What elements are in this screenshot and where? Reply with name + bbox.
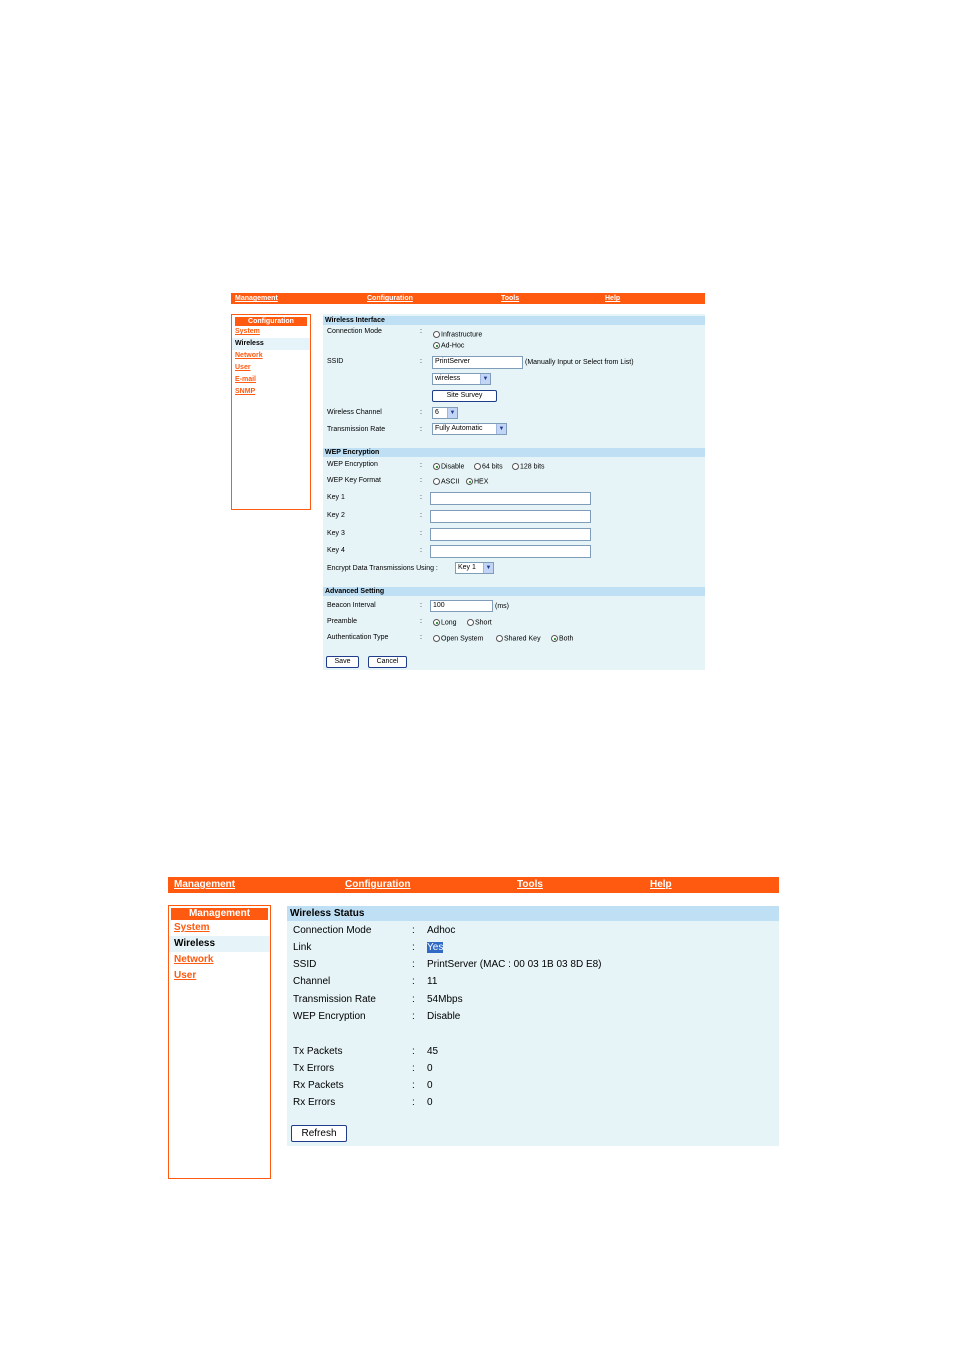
sidebar-item-network[interactable]: Network — [235, 352, 263, 359]
colon: : — [412, 1046, 415, 1057]
nav-management[interactable]: Management — [174, 879, 236, 890]
encrypt-using-label: Encrypt Data Transmissions Using : — [327, 565, 438, 572]
colon: : — [412, 925, 415, 936]
tx-packets-label: Tx Packets — [293, 1046, 343, 1057]
key-format-hex-option[interactable]: HEX — [466, 478, 488, 485]
colon: : — [420, 618, 422, 625]
radio-icon[interactable] — [433, 619, 440, 626]
preamble-label: Preamble — [327, 618, 357, 625]
channel-value: 11 — [427, 976, 438, 987]
key4-input[interactable] — [430, 545, 591, 558]
wep-key-format-label: WEP Key Format — [327, 477, 381, 484]
nav-configuration[interactable]: Configuration — [345, 879, 411, 890]
sidebar-item-network[interactable]: Network — [174, 954, 214, 965]
radio-icon[interactable] — [433, 463, 440, 470]
colon: : — [420, 634, 422, 641]
radio-icon[interactable] — [433, 331, 440, 338]
sidebar-heading: Configuration — [235, 317, 307, 326]
colon: : — [420, 358, 422, 365]
wireless-config-screenshot — [231, 293, 705, 670]
preamble-long-option[interactable]: Long — [433, 619, 457, 626]
chevron-down-icon[interactable]: ▼ — [496, 424, 506, 434]
nav-tools[interactable]: Tools — [501, 295, 520, 302]
section-advanced-setting: Advanced Setting — [323, 587, 705, 596]
sidebar-item-wireless[interactable]: Wireless — [169, 936, 270, 952]
radio-icon[interactable] — [433, 478, 440, 485]
channel-label: Channel — [293, 976, 331, 987]
ssid-label: SSID — [327, 358, 344, 365]
tx-errors-label: Tx Errors — [293, 1063, 335, 1074]
transmission-rate-label: Transmission Rate — [327, 426, 386, 433]
channel-select[interactable]: 6 ▼ — [432, 407, 458, 419]
colon: : — [420, 494, 422, 501]
key-format-ascii-option[interactable]: ASCII — [433, 478, 459, 485]
top-nav-bar — [168, 877, 779, 893]
sidebar — [168, 905, 271, 1179]
chevron-down-icon[interactable]: ▼ — [447, 408, 457, 418]
sidebar-item-snmp[interactable]: SNMP — [235, 388, 256, 395]
sidebar-heading: Management — [171, 908, 268, 920]
cancel-button[interactable]: Cancel — [368, 656, 407, 668]
sidebar-item-user[interactable]: User — [235, 364, 251, 371]
encrypt-key-select[interactable]: Key 1 ▼ — [455, 562, 494, 574]
beacon-interval-label: Beacon Interval — [327, 602, 376, 609]
colon: : — [420, 426, 422, 433]
sidebar — [231, 314, 311, 510]
nav-tools[interactable]: Tools — [517, 879, 543, 890]
colon: : — [412, 1097, 415, 1108]
wep-128-option[interactable]: 128 bits — [512, 463, 545, 470]
colon: : — [420, 462, 422, 469]
radio-icon[interactable] — [467, 619, 474, 626]
nav-management[interactable]: Management — [235, 295, 278, 302]
ssid-input[interactable]: PrintServer — [432, 356, 523, 369]
rx-packets-label: Rx Packets — [293, 1080, 344, 1091]
nav-configuration[interactable]: Configuration — [367, 295, 413, 302]
link-label: Link — [293, 942, 312, 953]
sidebar-item-wireless[interactable]: Wireless — [232, 338, 310, 350]
wep-64-option[interactable]: 64 bits — [474, 463, 503, 470]
radio-icon[interactable] — [551, 635, 558, 642]
connection-mode-label: Connection Mode — [293, 925, 372, 936]
config-panel — [323, 314, 705, 670]
nav-help[interactable]: Help — [650, 879, 672, 890]
section-wep-encryption: WEP Encryption — [323, 448, 705, 457]
colon: : — [420, 328, 422, 335]
colon: : — [420, 477, 422, 484]
colon: : — [420, 602, 422, 609]
key3-input[interactable] — [430, 528, 591, 541]
colon: : — [412, 1063, 415, 1074]
colon: : — [420, 409, 422, 416]
connection-mode-label: Connection Mode — [327, 328, 382, 335]
wep-encryption-value: Disable — [427, 1011, 461, 1022]
beacon-interval-input[interactable]: 100 — [430, 600, 493, 612]
refresh-button[interactable]: Refresh — [291, 1125, 347, 1142]
mode-adhoc-option[interactable]: Ad-Hoc — [433, 342, 464, 349]
key2-label: Key 2 — [327, 512, 345, 519]
section-wireless-interface: Wireless Interface — [323, 316, 705, 325]
site-survey-button[interactable]: Site Survey — [432, 390, 497, 402]
rx-packets-value: 0 — [427, 1080, 433, 1091]
sidebar-item-user[interactable]: User — [174, 970, 197, 981]
auth-open-option[interactable]: Open System — [433, 635, 483, 642]
authentication-type-label: Authentication Type — [327, 634, 389, 641]
radio-icon[interactable] — [433, 342, 440, 349]
radio-icon[interactable] — [433, 635, 440, 642]
colon: : — [412, 959, 415, 970]
key3-label: Key 3 — [327, 530, 345, 537]
tx-packets-value: 45 — [427, 1046, 439, 1057]
section-wireless-status: Wireless Status — [287, 906, 779, 921]
colon: : — [412, 942, 415, 953]
sidebar-item-email[interactable]: E-mail — [235, 376, 257, 383]
colon: : — [412, 1011, 415, 1022]
ssid-list-select[interactable]: wireless ▼ — [432, 373, 491, 385]
link-value: Yes — [427, 942, 444, 953]
transmission-rate-select[interactable]: Fully Automatic ▼ — [432, 423, 507, 435]
key4-label: Key 4 — [327, 547, 345, 554]
colon: : — [412, 994, 415, 1005]
colon: : — [420, 530, 422, 537]
wep-encryption-label: WEP Encryption — [327, 461, 378, 468]
radio-icon[interactable] — [496, 635, 503, 642]
chevron-down-icon[interactable]: ▼ — [483, 563, 493, 573]
wep-encryption-label: WEP Encryption — [293, 1011, 366, 1022]
radio-icon[interactable] — [512, 463, 519, 470]
save-button[interactable]: Save — [326, 656, 359, 668]
transmission-rate-label: Transmission Rate — [293, 994, 376, 1005]
top-nav-bar — [231, 293, 705, 304]
colon: : — [412, 1080, 415, 1091]
colon: : — [420, 512, 422, 519]
key2-input[interactable] — [430, 510, 591, 523]
auth-shared-option[interactable]: Shared Key — [496, 635, 541, 642]
radio-icon[interactable] — [474, 463, 481, 470]
colon: : — [420, 547, 422, 554]
mode-infrastructure-option[interactable]: Infrastructure — [433, 331, 482, 338]
key1-label: Key 1 — [327, 494, 345, 501]
preamble-short-option[interactable]: Short — [467, 619, 492, 626]
status-panel — [287, 906, 779, 1146]
colon: : — [412, 976, 415, 987]
rx-errors-label: Rx Errors — [293, 1097, 336, 1108]
sidebar-item-system[interactable]: System — [235, 328, 260, 335]
rx-errors-value: 0 — [427, 1097, 433, 1108]
wireless-channel-label: Wireless Channel — [327, 409, 382, 416]
nav-help[interactable]: Help — [605, 295, 621, 302]
radio-icon[interactable] — [466, 478, 473, 485]
wep-disable-option[interactable]: Disable — [433, 463, 464, 470]
ssid-hint: (Manually Input or Select from List) — [525, 359, 634, 366]
sidebar-item-system[interactable]: System — [174, 922, 210, 933]
wireless-status-screenshot — [168, 877, 779, 1179]
chevron-down-icon[interactable]: ▼ — [480, 374, 490, 384]
auth-both-option[interactable]: Both — [551, 635, 573, 642]
tx-errors-value: 0 — [427, 1063, 433, 1074]
transmission-rate-value: 54Mbps — [427, 994, 463, 1005]
key1-input[interactable] — [430, 492, 591, 505]
connection-mode-value: Adhoc — [427, 925, 456, 936]
ssid-label: SSID — [293, 959, 317, 970]
beacon-unit: (ms) — [495, 603, 509, 610]
ssid-value: PrintServer (MAC : 00 03 1B 03 8D E8) — [427, 959, 602, 970]
